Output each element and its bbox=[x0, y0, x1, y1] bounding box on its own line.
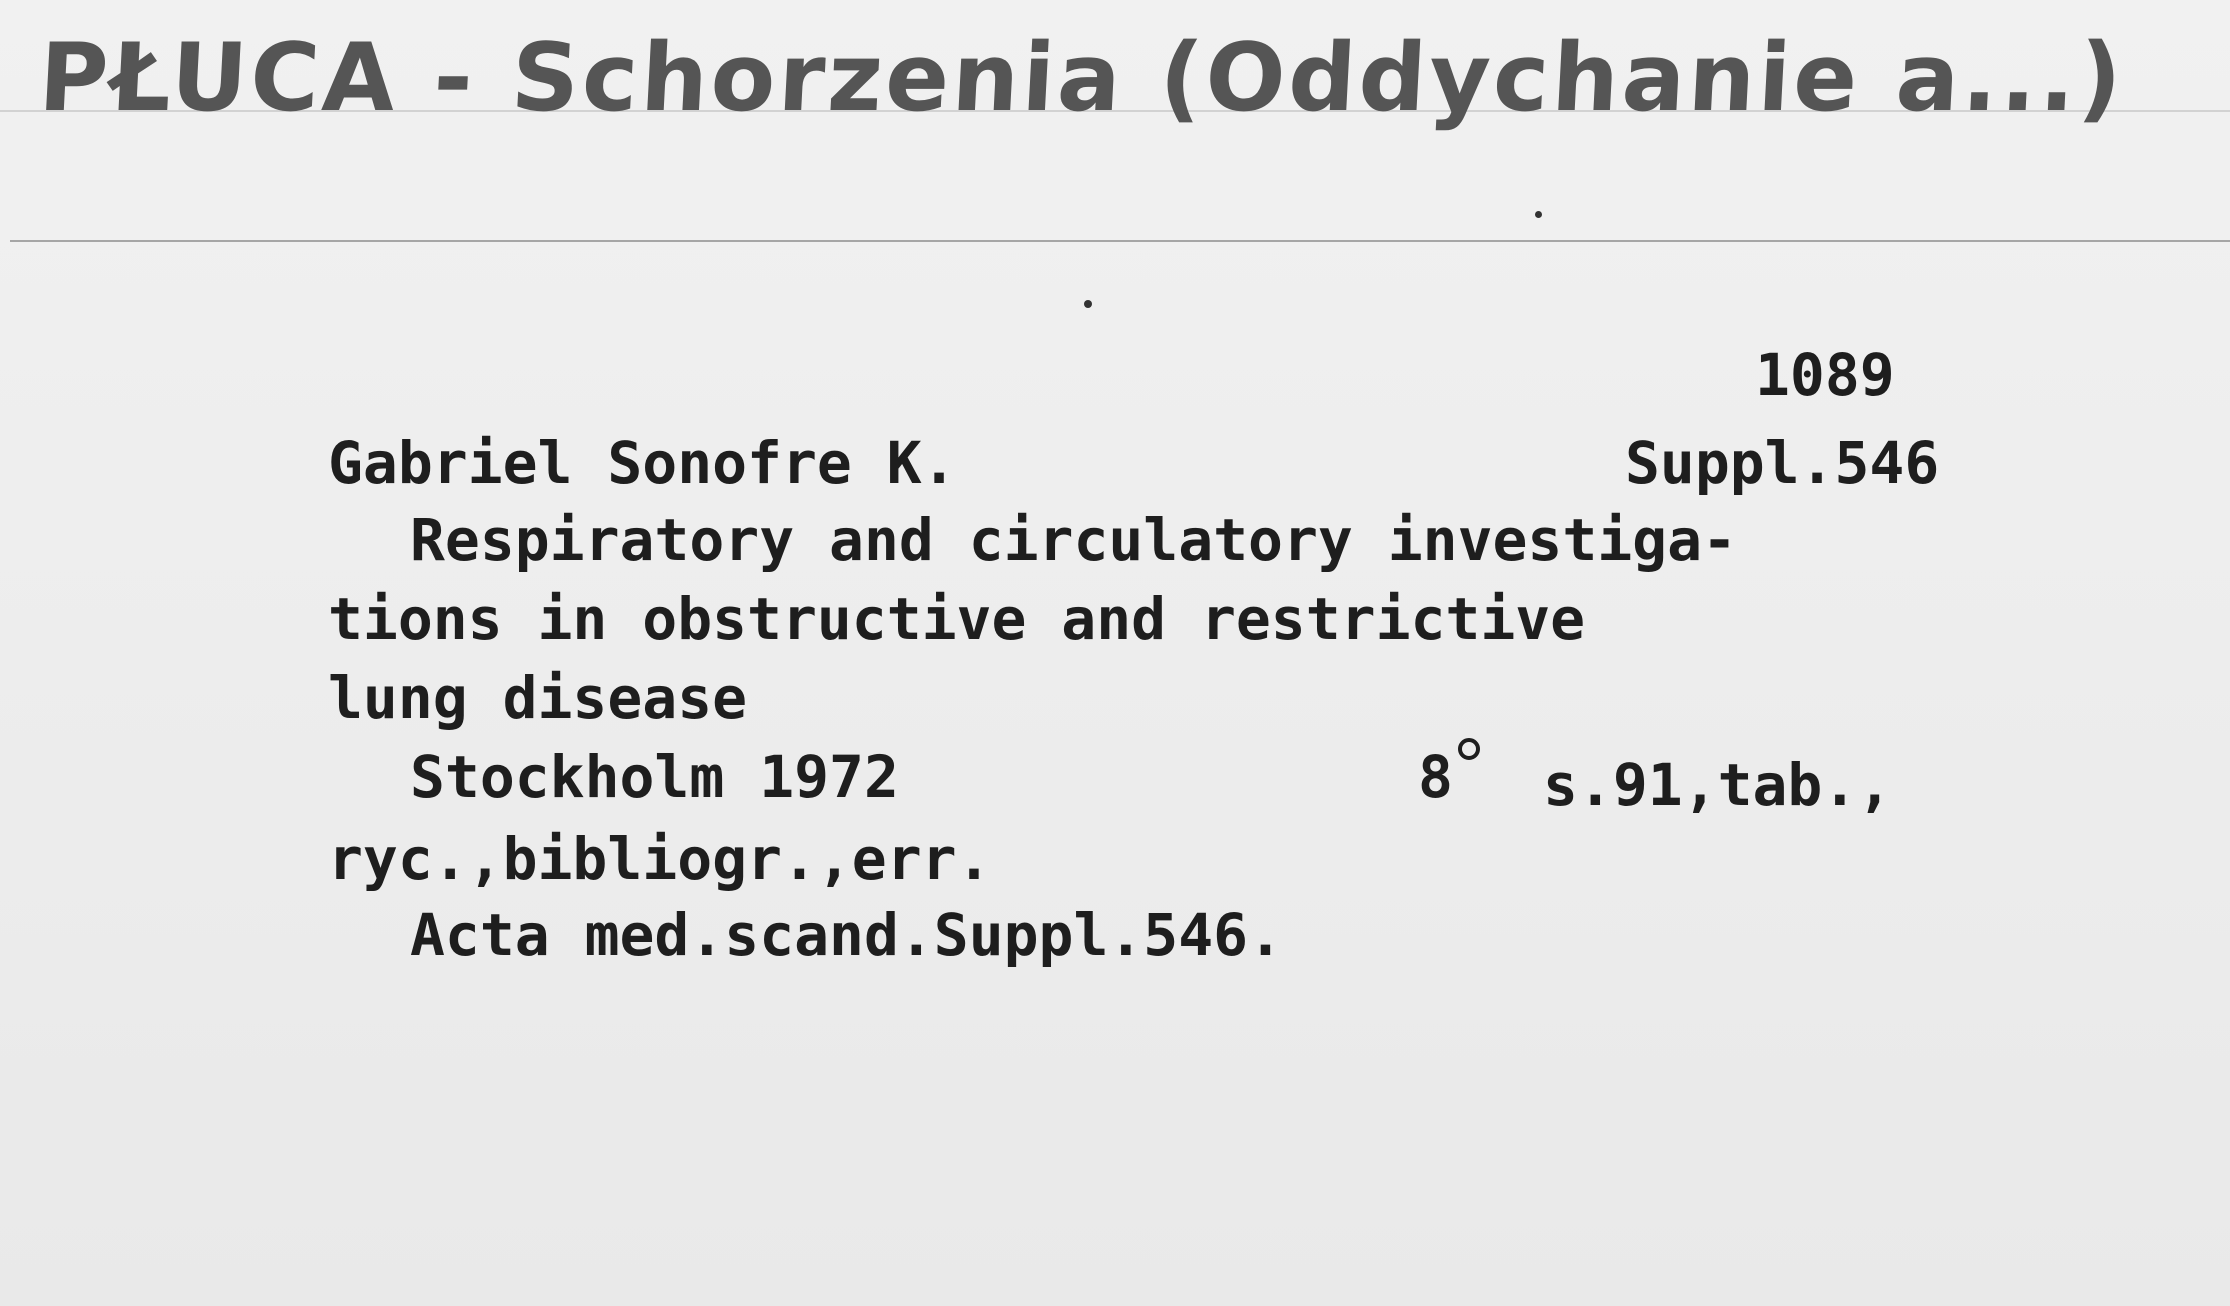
series-statement: Acta med.scand.Suppl.546. bbox=[410, 901, 1283, 969]
imprint: Stockholm 1972 bbox=[410, 743, 899, 811]
ink-speck bbox=[1535, 211, 1542, 218]
subject-heading: PŁUCA - Schorzenia (Oddychanie a...) bbox=[36, 24, 2128, 133]
author: Gabriel Sonofre K. bbox=[328, 429, 957, 497]
series-number: Suppl.546 bbox=[1625, 429, 1940, 497]
degree-sign bbox=[1458, 738, 1480, 760]
heading-ruled-line bbox=[10, 240, 2230, 242]
call-number: 1089 bbox=[1755, 341, 1895, 409]
format: 8 bbox=[1418, 743, 1453, 811]
ink-speck bbox=[1084, 300, 1092, 308]
illustrations-note: ryc.,bibliogr.,err. bbox=[328, 825, 992, 893]
title-line: tions in obstructive and restrictive bbox=[328, 585, 1586, 653]
extent: s.91,tab., bbox=[1543, 751, 1893, 819]
title-line: lung disease bbox=[328, 664, 748, 732]
title-line: Respiratory and circulatory investiga- bbox=[410, 506, 1737, 574]
